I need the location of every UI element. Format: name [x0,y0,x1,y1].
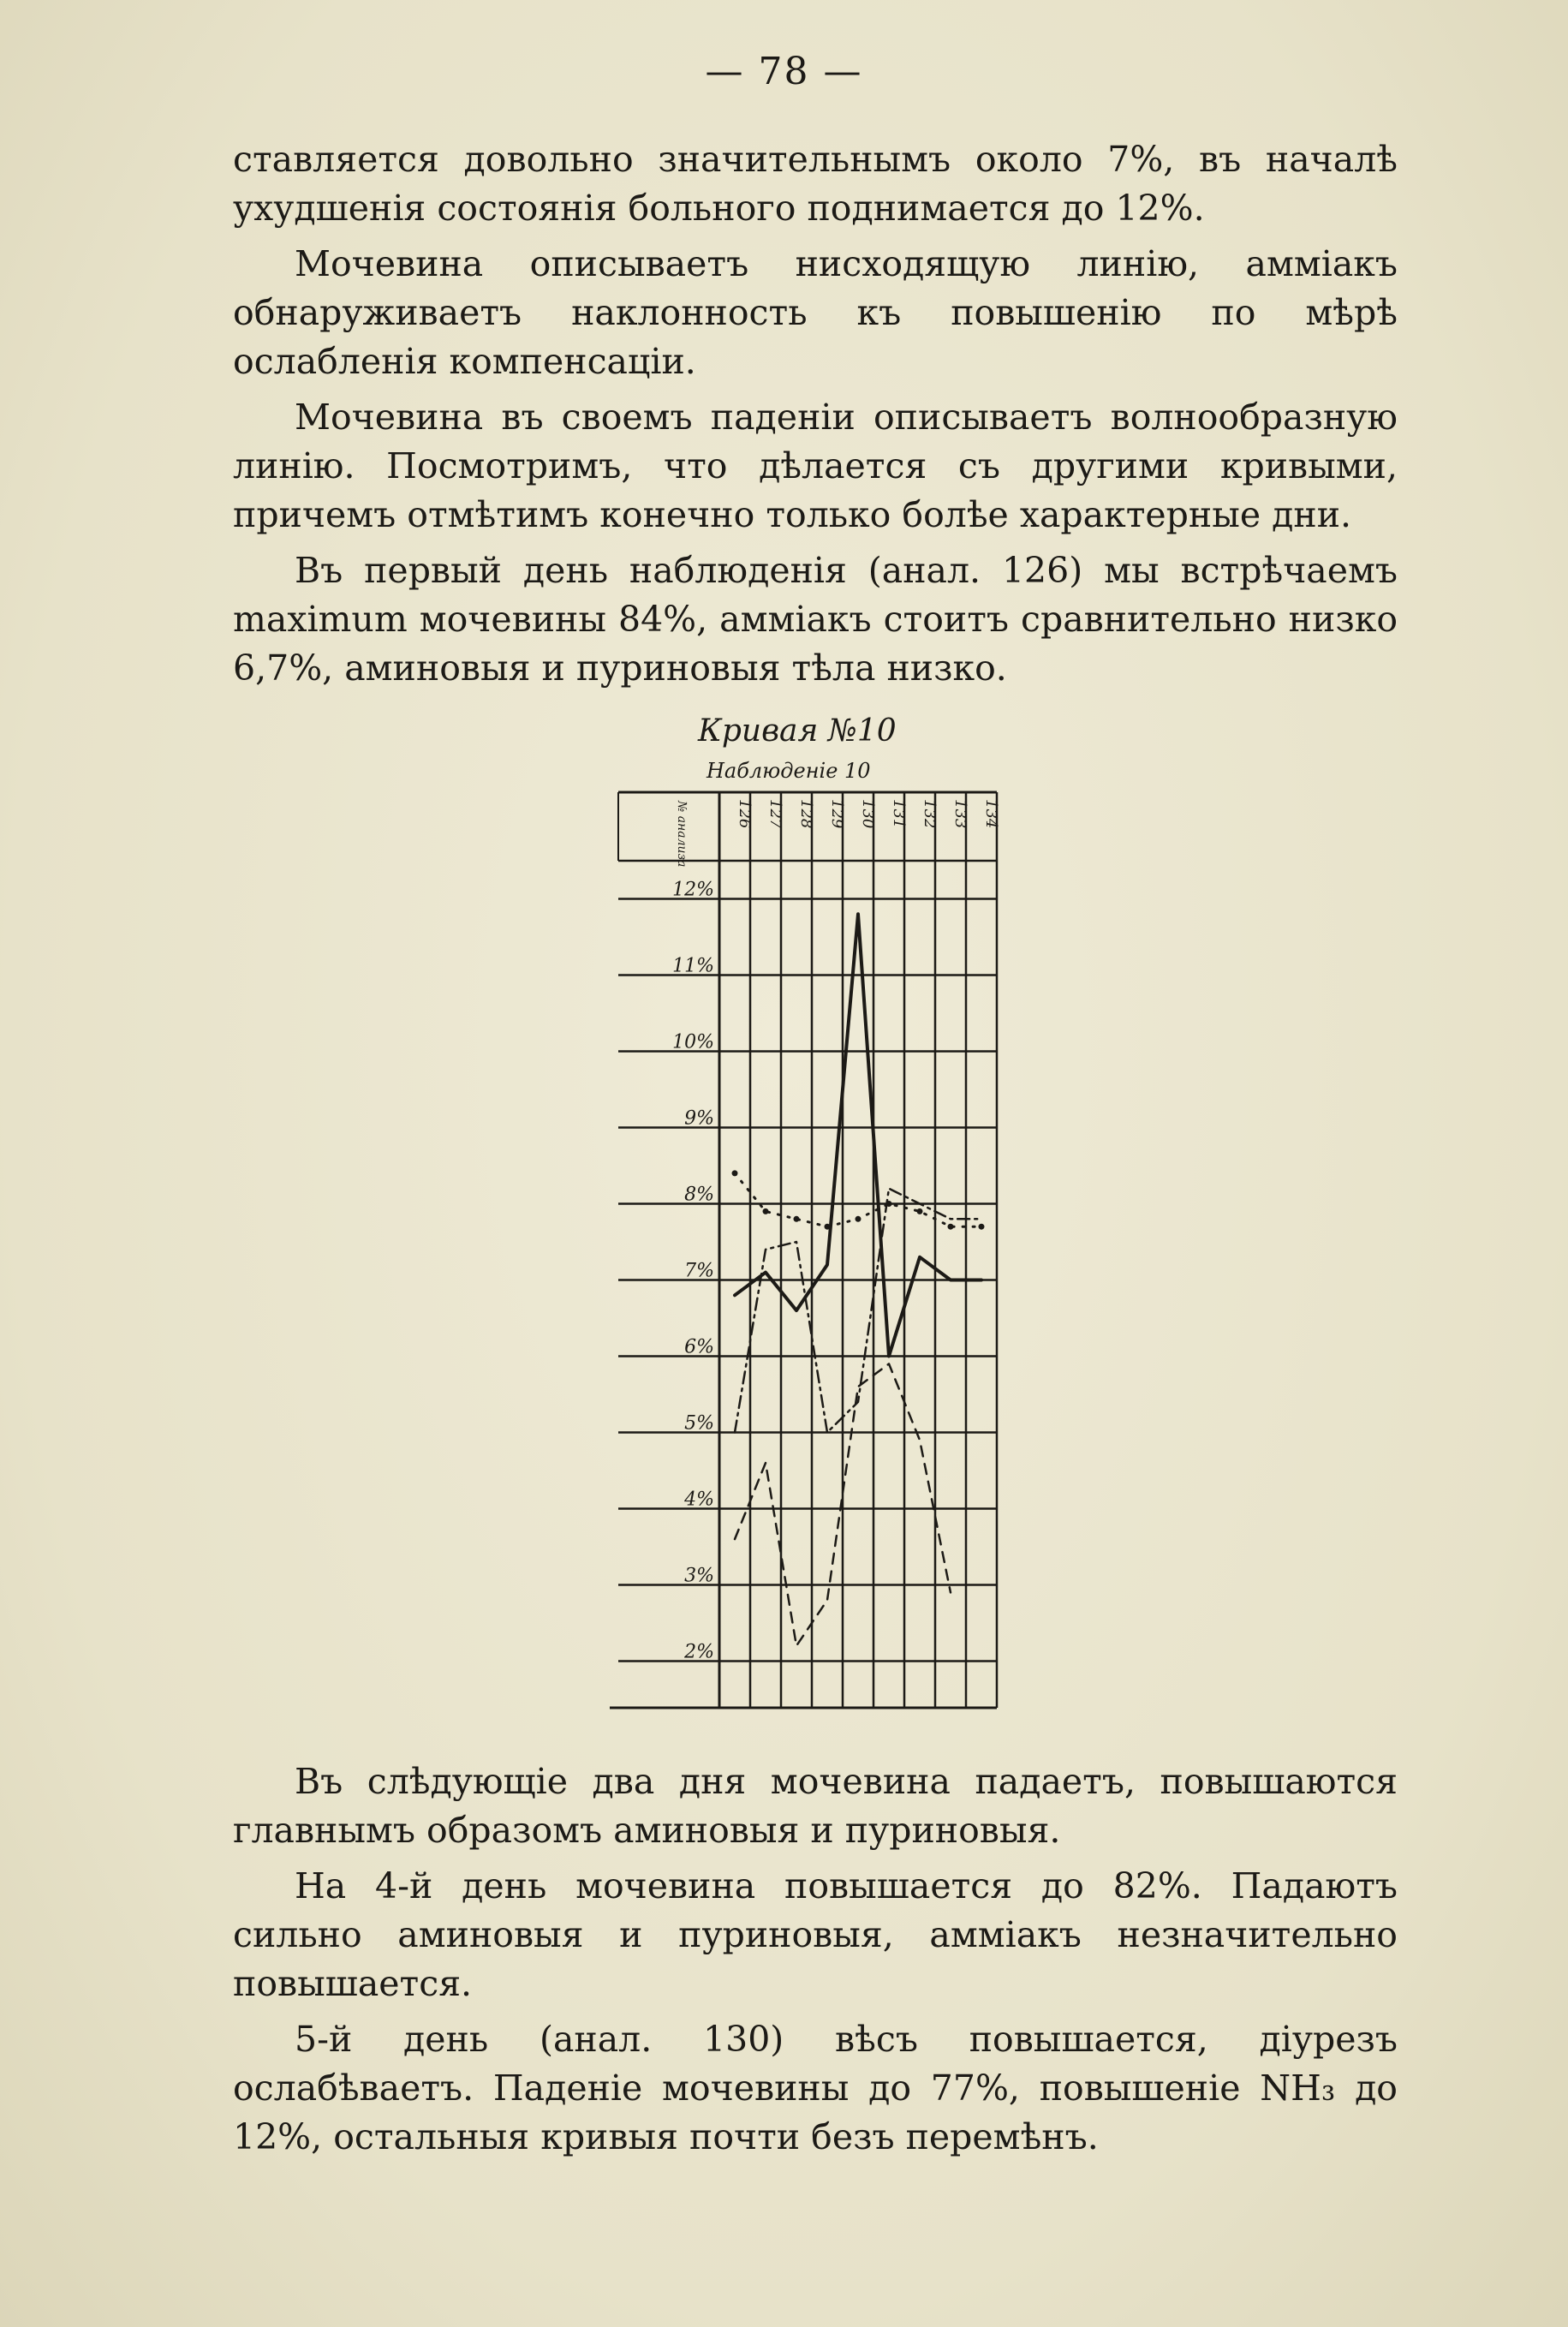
analysis-number-label: 126 [736,799,754,829]
y-tick-label: 4% [684,1489,714,1511]
y-tick-label: 6% [684,1336,714,1358]
y-tick-label: 3% [684,1565,714,1587]
y-tick-label: 9% [684,1107,714,1130]
paragraph: Въ первый день наблюденія (анал. 126) мы встрѣчаемъ maximum мочевины 84%, амміакъ стоитъ сравнительно низко 6,7%, аминовыя и пуриновыя тѣла низко. [233,550,1398,689]
series-point-dotted [948,1224,954,1230]
paragraph: На 4-й день мочевина повышается до 82%. Падаютъ сильно аминовыя и пуриновыя, амміакъ незначительно повышается. [233,1865,1398,2004]
header-label: № анализа [675,801,689,868]
top-text [233,135,1398,700]
curve-figure [599,711,1045,1721]
figure-subtitle: Наблюденіе 10 [706,759,871,783]
series-point-dotted [794,1216,800,1222]
paragraph: Мочевина въ своемъ паденіи описываетъ волнообразную линію. Посмотримъ, что дѣлается съ другими кривыми, причемъ отмѣтимъ конечно только болѣе характерные дни. [233,397,1398,535]
analysis-number-label: 133 [951,799,969,829]
series-point-dotted [979,1224,985,1230]
series-line-solid [735,914,981,1356]
paragraph: ставляется довольно значительнымъ около 7%, въ началѣ ухудшенія состоянія больного поднимается до 12%. [233,139,1398,229]
paragraph: Въ слѣдующіе два дня мочевина падаетъ, повышаются главнымъ образомъ аминовыя и пуриновыя. [233,1761,1398,1851]
curve-chart [599,711,1045,1721]
series-point-dotted [886,1201,892,1207]
y-tick-label: 12% [672,879,714,901]
series-line-dash-dot [735,1189,981,1433]
analysis-number-label: 132 [921,799,939,829]
y-tick-label: 2% [684,1641,714,1663]
series-point-dotted [856,1216,862,1222]
paragraph: 5-й день (анал. 130) вѣсъ повышается, діурезъ ослабѣваетъ. Паденіе мочевины до 77%, повышеніе NH₃ до 12%, остальныя кривыя почти безъ перемѣнъ. [233,2019,1398,2157]
series-point-dotted [732,1170,738,1176]
series-point-dotted [917,1208,923,1214]
analysis-number-label: 131 [890,799,908,829]
chart-grid [610,792,1000,1708]
bottom-text [233,1757,1398,2169]
figure-title: Кривая №10 [698,713,897,749]
analysis-number-label: 128 [797,799,815,829]
page-number: — 78 — [705,50,863,93]
y-tick-label: 11% [672,955,714,977]
paragraph: Мочевина описываетъ нисходящую линію, амміакъ обнаруживаетъ наклонность къ повышенію по мѣрѣ ослабленія компенсаціи. [233,243,1398,382]
y-tick-label: 8% [684,1184,714,1206]
analysis-number-label: 130 [859,799,877,829]
y-tick-label: 10% [672,1031,714,1053]
analysis-number-label: 134 [982,799,1000,829]
analysis-number-label: 127 [766,799,784,829]
series-point-dotted [825,1224,831,1230]
series-point-dotted [763,1208,769,1214]
analysis-number-label: 129 [828,799,846,829]
y-tick-label: 5% [684,1412,714,1435]
y-tick-label: 7% [684,1260,714,1282]
